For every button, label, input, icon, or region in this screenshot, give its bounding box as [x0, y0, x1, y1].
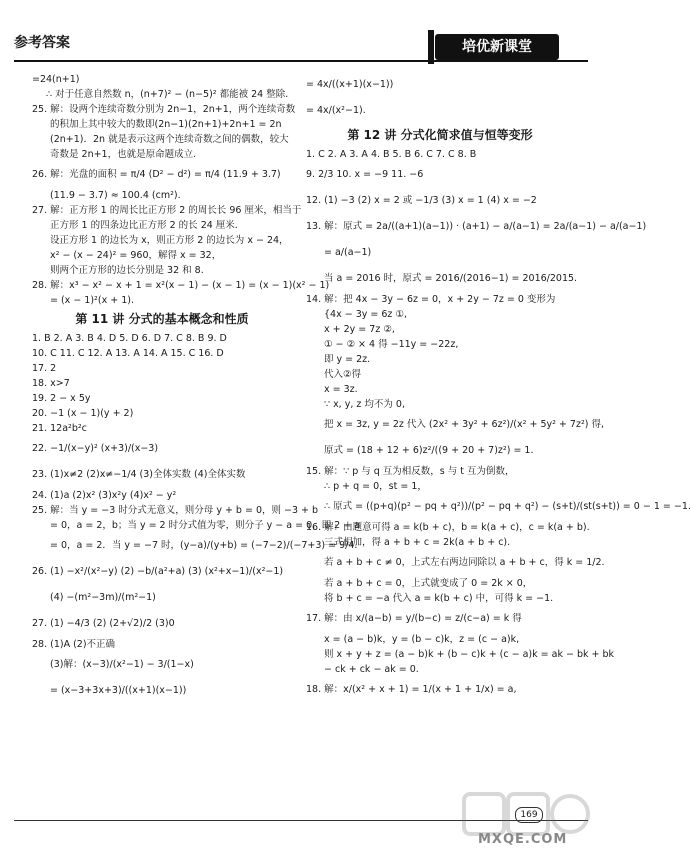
answer-line: = 0，a = 2，b；当 y = 2 时分式值为零，则分子 y − a = 0，即 2 − a: [50, 520, 361, 531]
answer-line: − ck + ck − ak = 0.: [324, 664, 419, 675]
answer-line: 正方形 1 的四条边比正方形 2 的长 24 厘米.: [50, 220, 238, 231]
answer-line: 若 a + b + c = 0，上式就变成了 0 = 2k × 0，: [324, 578, 533, 589]
answer-line: 10. C 11. C 12. A 13. A 14. A 15. C 16. D: [32, 348, 224, 359]
section-title-11: 第 11 讲 分式的基本概念和性质: [75, 312, 249, 326]
answer-line: {4x − 3y = 6z ①,: [324, 309, 407, 320]
page-number: 169: [515, 807, 543, 823]
answer-line: = a/(a−1): [324, 247, 372, 258]
answer-line: 18. x>7: [32, 378, 70, 389]
header-badge-bar: [428, 30, 434, 64]
answer-line: 14. 解：把 4x − 3y − 6z = 0，x + 2y − 7z = 0 变形为: [306, 294, 556, 305]
answer-line: ∴ 对于任意自然数 n，(n+7)² − (n−5)² 都能被 24 整除.: [46, 89, 289, 100]
answer-line: x + 2y = 7z ②,: [324, 324, 395, 335]
answer-line: 18. 解：x/(x² + x + 1) = 1/(x + 1 + 1/x) = a,: [306, 684, 517, 695]
answer-line: 13. 解：原式 = 2a/((a+1)(a−1)) · (a+1) − a/(a−1) = 2a/(a−1) − a/(a−1): [306, 221, 647, 232]
page-header: [0, 0, 600, 64]
answer-line: 三式相加，得 a + b + c = 2k(a + b + c).: [324, 537, 511, 548]
answer-line: 原式 = (18 + 12 + 6)z²/((9 + 20 + 7)z²) = 1.: [324, 445, 534, 456]
answer-line: (2n+1)．2n 就是表示这两个连续奇数之间的偶数，较大: [50, 134, 289, 145]
answer-line: 若 a + b + c ≠ 0，上式左右两边同除以 a + b + c，得 k = 1/2.: [324, 557, 605, 568]
answer-line: 设正方形 1 的边长为 x，则正方形 2 的边长为 x − 24，: [50, 235, 289, 246]
answer-line: 将 b + c = −a 代入 a = k(b + c) 中，可得 k = −1.: [324, 593, 554, 604]
answer-line: 奇数是 2n+1，也就是原命题成立.: [50, 149, 197, 160]
answer-line: 把 x = 3z, y = 2z 代入 (2x² + 3y² + 6z²)/(x² + 5y² + 7z²) 得,: [324, 419, 604, 430]
answer-line: 26. 解：光盘的面积 = π/4 (D² − d²) = π/4 (11.9 + 3.7): [32, 169, 281, 180]
answer-line: 22. −1/(x−y)² (x+3)/(x−3): [32, 443, 159, 454]
answer-line: 15. 解：∵ p 与 q 互为相反数，s 与 t 互为倒数，: [306, 466, 515, 477]
answer-line: 26. (1) −x²/(x²−y) (2) −b/(a²+a) (3) (x²+x−1)/(x²−1): [32, 566, 284, 577]
answer-line: x = (a − b)k，y = (b − c)k，z = (c − a)k,: [324, 634, 520, 645]
answer-line: 20. −1 (x − 1)(y + 2): [32, 408, 134, 419]
answer-line: x = 3z.: [324, 384, 358, 395]
answer-line: 28. (1)A (2)不正确: [32, 639, 116, 650]
answer-line: 17. 解：由 x/(a−b) = y/(b−c) = z/(c−a) = k 得: [306, 613, 522, 624]
answer-line: (4) −(m²−3m)/(m²−1): [50, 592, 156, 603]
answer-line: 25. 解：设两个连续奇数分别为 2n−1，2n+1，两个连续奇数: [32, 104, 296, 115]
answer-line: 23. (1)x≠2 (2)x≠−1/4 (3)全体实数 (4)全体实数: [32, 469, 246, 480]
answer-line: = (x−3+3x+3)/((x+1)(x−1)): [50, 685, 187, 696]
answer-line: = 0，a = 2．当 y = −7 时，(y−a)/(y+b) = (−7−2)/(−7+3) = 9/4.: [50, 540, 358, 551]
answer-line: = 4x/((x+1)(x−1)): [306, 79, 394, 90]
answer-line: 24. (1)a (2)x² (3)x²y (4)x² − y²: [32, 490, 177, 501]
watermark-text: MXQE.COM: [478, 832, 568, 847]
answer-line: 16. 解：由题意可得 a = k(b + c)，b = k(a + c)，c = k(a + b).: [306, 522, 590, 533]
answer-line: ∴ p + q = 0，st = 1，: [324, 481, 427, 492]
answer-line: 9. 2/3 10. x = −9 11. −6: [306, 169, 424, 180]
answer-line: (11.9 − 3.7) ≈ 100.4 (cm²).: [50, 190, 181, 201]
answer-line: 1. C 2. A 3. A 4. B 5. B 6. C 7. C 8. B: [306, 149, 477, 160]
answer-line: = (x − 1)²(x + 1).: [50, 295, 134, 306]
answer-line: 28. 解：x³ − x² − x + 1 = x²(x − 1) − (x − 1) = (x − 1)(x² − 1): [32, 280, 330, 291]
right-column: [306, 72, 691, 703]
answer-line: 19. 2 − x 5y: [32, 393, 91, 404]
answer-line: 即 y = 2z.: [324, 354, 371, 365]
header-title: 参考答案: [14, 35, 70, 51]
header-badge: 培优新课堂: [435, 34, 559, 60]
answer-line: 27. 解：正方形 1 的周长比正方形 2 的周长长 96 厘米，相当于: [32, 205, 302, 216]
answer-line: = 4x/(x²−1).: [306, 105, 366, 116]
answer-line: 则两个正方形的边长分别是 32 和 8.: [50, 265, 204, 276]
header-rule: [14, 60, 588, 62]
answer-line: 的积加上其中较大的数即(2n−1)(2n+1)+2n+1 = 2n: [50, 119, 282, 130]
answer-line: 21. 12a²b²c: [32, 423, 87, 434]
section-title-12: 第 12 讲 分式化简求值与恒等变形: [347, 128, 533, 142]
answer-line: 1. B 2. A 3. B 4. D 5. D 6. D 7. C 8. B 9. D: [32, 333, 227, 344]
answer-line: 17. 2: [32, 363, 57, 374]
answer-line: ∵ x, y, z 均不为 0,: [324, 399, 405, 410]
answer-line: 当 a = 2016 时，原式 = 2016/(2016−1) = 2016/2015.: [324, 273, 578, 284]
answer-line: 25. 解：当 y = −3 时分式无意义，则分母 y + b = 0，则 −3 + b: [32, 505, 319, 516]
answer-line: =24(n+1): [32, 74, 80, 85]
answer-line: 代入②得: [324, 369, 362, 380]
answer-line: 则 x + y + z = (a − b)k + (b − c)k + (c − a)k = ak − bk + bk: [324, 649, 615, 660]
answer-line: x² − (x − 24)² = 960，解得 x = 32，: [50, 250, 222, 261]
answer-line: ∴ 原式 = ((p+q)(p² − pq + q²))/(p² − pq + q²) − (s+t)/(st(s+t)) = 0 − 1 = −1.: [324, 501, 691, 512]
answer-line: ① − ② × 4 得 −11y = −22z,: [324, 339, 459, 350]
answer-line: (3)解：(x−3)/(x²−1) − 3/(1−x): [50, 659, 194, 670]
answer-line: 27. (1) −4/3 (2) (2+√2)/2 (3)0: [32, 618, 175, 629]
answer-line: 12. (1) −3 (2) x = 2 或 −1/3 (3) x = 1 (4) x = −2: [306, 195, 537, 206]
